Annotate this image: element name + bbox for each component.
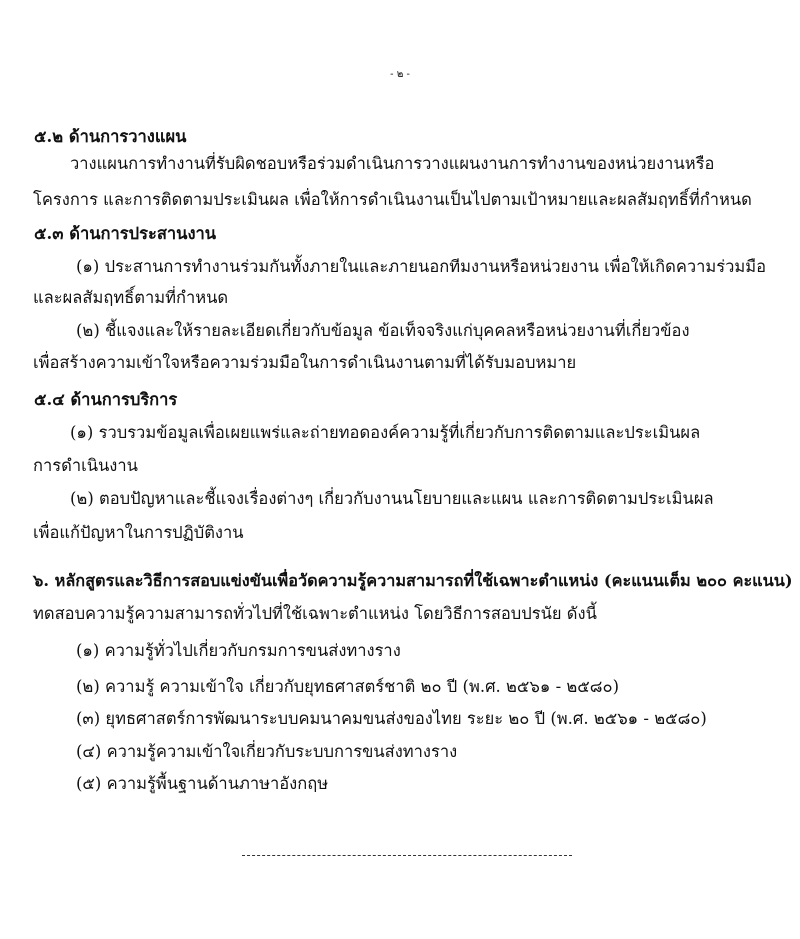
- item-5-4-2-line-2: เพื่อแก้ปัญหาในการปฏิบัติงาน: [33, 523, 244, 542]
- end-dashed-divider: [242, 855, 572, 856]
- section-6-item-2: (๒) ความรู้ ความเข้าใจ เกี่ยวกับยุทธศาสตร์ชาติ ๒๐ ปี (พ.ศ. ๒๕๖๑ - ๒๕๘๐): [76, 677, 620, 696]
- item-5-3-2-line-1: (๒) ชี้แจงและให้รายละเอียดเกี่ยวกับข้อมูล ข้อเท็จจริงแก่บุคคลหรือหน่วยงานที่เกี่ยวข้อง: [76, 321, 690, 340]
- paragraph-5-2-line-2: โครงการ และการติดตามประเมินผล เพื่อให้การดำเนินงานเป็นไปตามเป้าหมายและผลสัมฤทธิ์ที่กำหนด: [33, 190, 752, 209]
- heading-6: ๖. หลักสูตรและวิธีการสอบแข่งขันเพื่อวัดความรู้ความสามารถที่ใช้เฉพาะตำแหน่ง (คะแนนเต็ม ๒๐๐ คะแนน): [33, 571, 793, 590]
- heading-5-3: ๕.๓ ด้านการประสานงาน: [34, 224, 217, 243]
- section-6-item-1: (๑) ความรู้ทั่วไปเกี่ยวกับกรมการขนส่งทางราง: [76, 641, 401, 660]
- item-5-3-2-line-2: เพื่อสร้างความเข้าใจหรือความร่วมมือในการดำเนินงานตามที่ได้รับมอบหมาย: [33, 353, 577, 372]
- item-5-4-2-line-1: (๒) ตอบปัญหาและชี้แจงเรื่องต่างๆ เกี่ยวกับงานนโยบายและแผน และการติดตามประเมินผล: [70, 489, 714, 508]
- page-number: - ๒ -: [390, 69, 410, 80]
- item-5-3-1-line-2: และผลสัมฤทธิ์ตามที่กำหนด: [33, 288, 229, 307]
- section-6-intro: ทดสอบความรู้ความสามารถทั่วไปที่ใช้เฉพาะตำแหน่ง โดยวิธีการสอบปรนัย ดังนี้: [33, 604, 597, 623]
- section-6-item-3: (๓) ยุทธศาสตร์การพัฒนาระบบคมนาคมขนส่งของไทย ระยะ ๒๐ ปี (พ.ศ. ๒๕๖๑ - ๒๕๘๐): [76, 709, 707, 728]
- item-5-4-1-line-2: การดำเนินงาน: [33, 456, 138, 475]
- heading-5-2: ๕.๒ ด้านการวางแผน: [34, 127, 187, 146]
- heading-5-4: ๕.๔ ด้านการบริการ: [34, 390, 178, 409]
- section-6-item-4: (๔) ความรู้ความเข้าใจเกี่ยวกับระบบการขนส่งทางราง: [76, 742, 458, 761]
- section-6-item-5: (๕) ความรู้พื้นฐานด้านภาษาอังกฤษ: [76, 774, 329, 793]
- paragraph-5-2-line-1: วางแผนการทำงานที่รับผิดชอบหรือร่วมดำเนินการวางแผนงานการทำงานของหน่วยงานหรือ: [70, 154, 715, 173]
- item-5-4-1-line-1: (๑) รวบรวมข้อมูลเพื่อเผยแพร่และถ่ายทอดองค์ความรู้ที่เกี่ยวกับการติดตามและประเมินผล: [70, 423, 701, 442]
- item-5-3-1-line-1: (๑) ประสานการทำงานร่วมกันทั้งภายในและภายนอกทีมงานหรือหน่วยงาน เพื่อให้เกิดความร่วมมือ: [76, 257, 767, 276]
